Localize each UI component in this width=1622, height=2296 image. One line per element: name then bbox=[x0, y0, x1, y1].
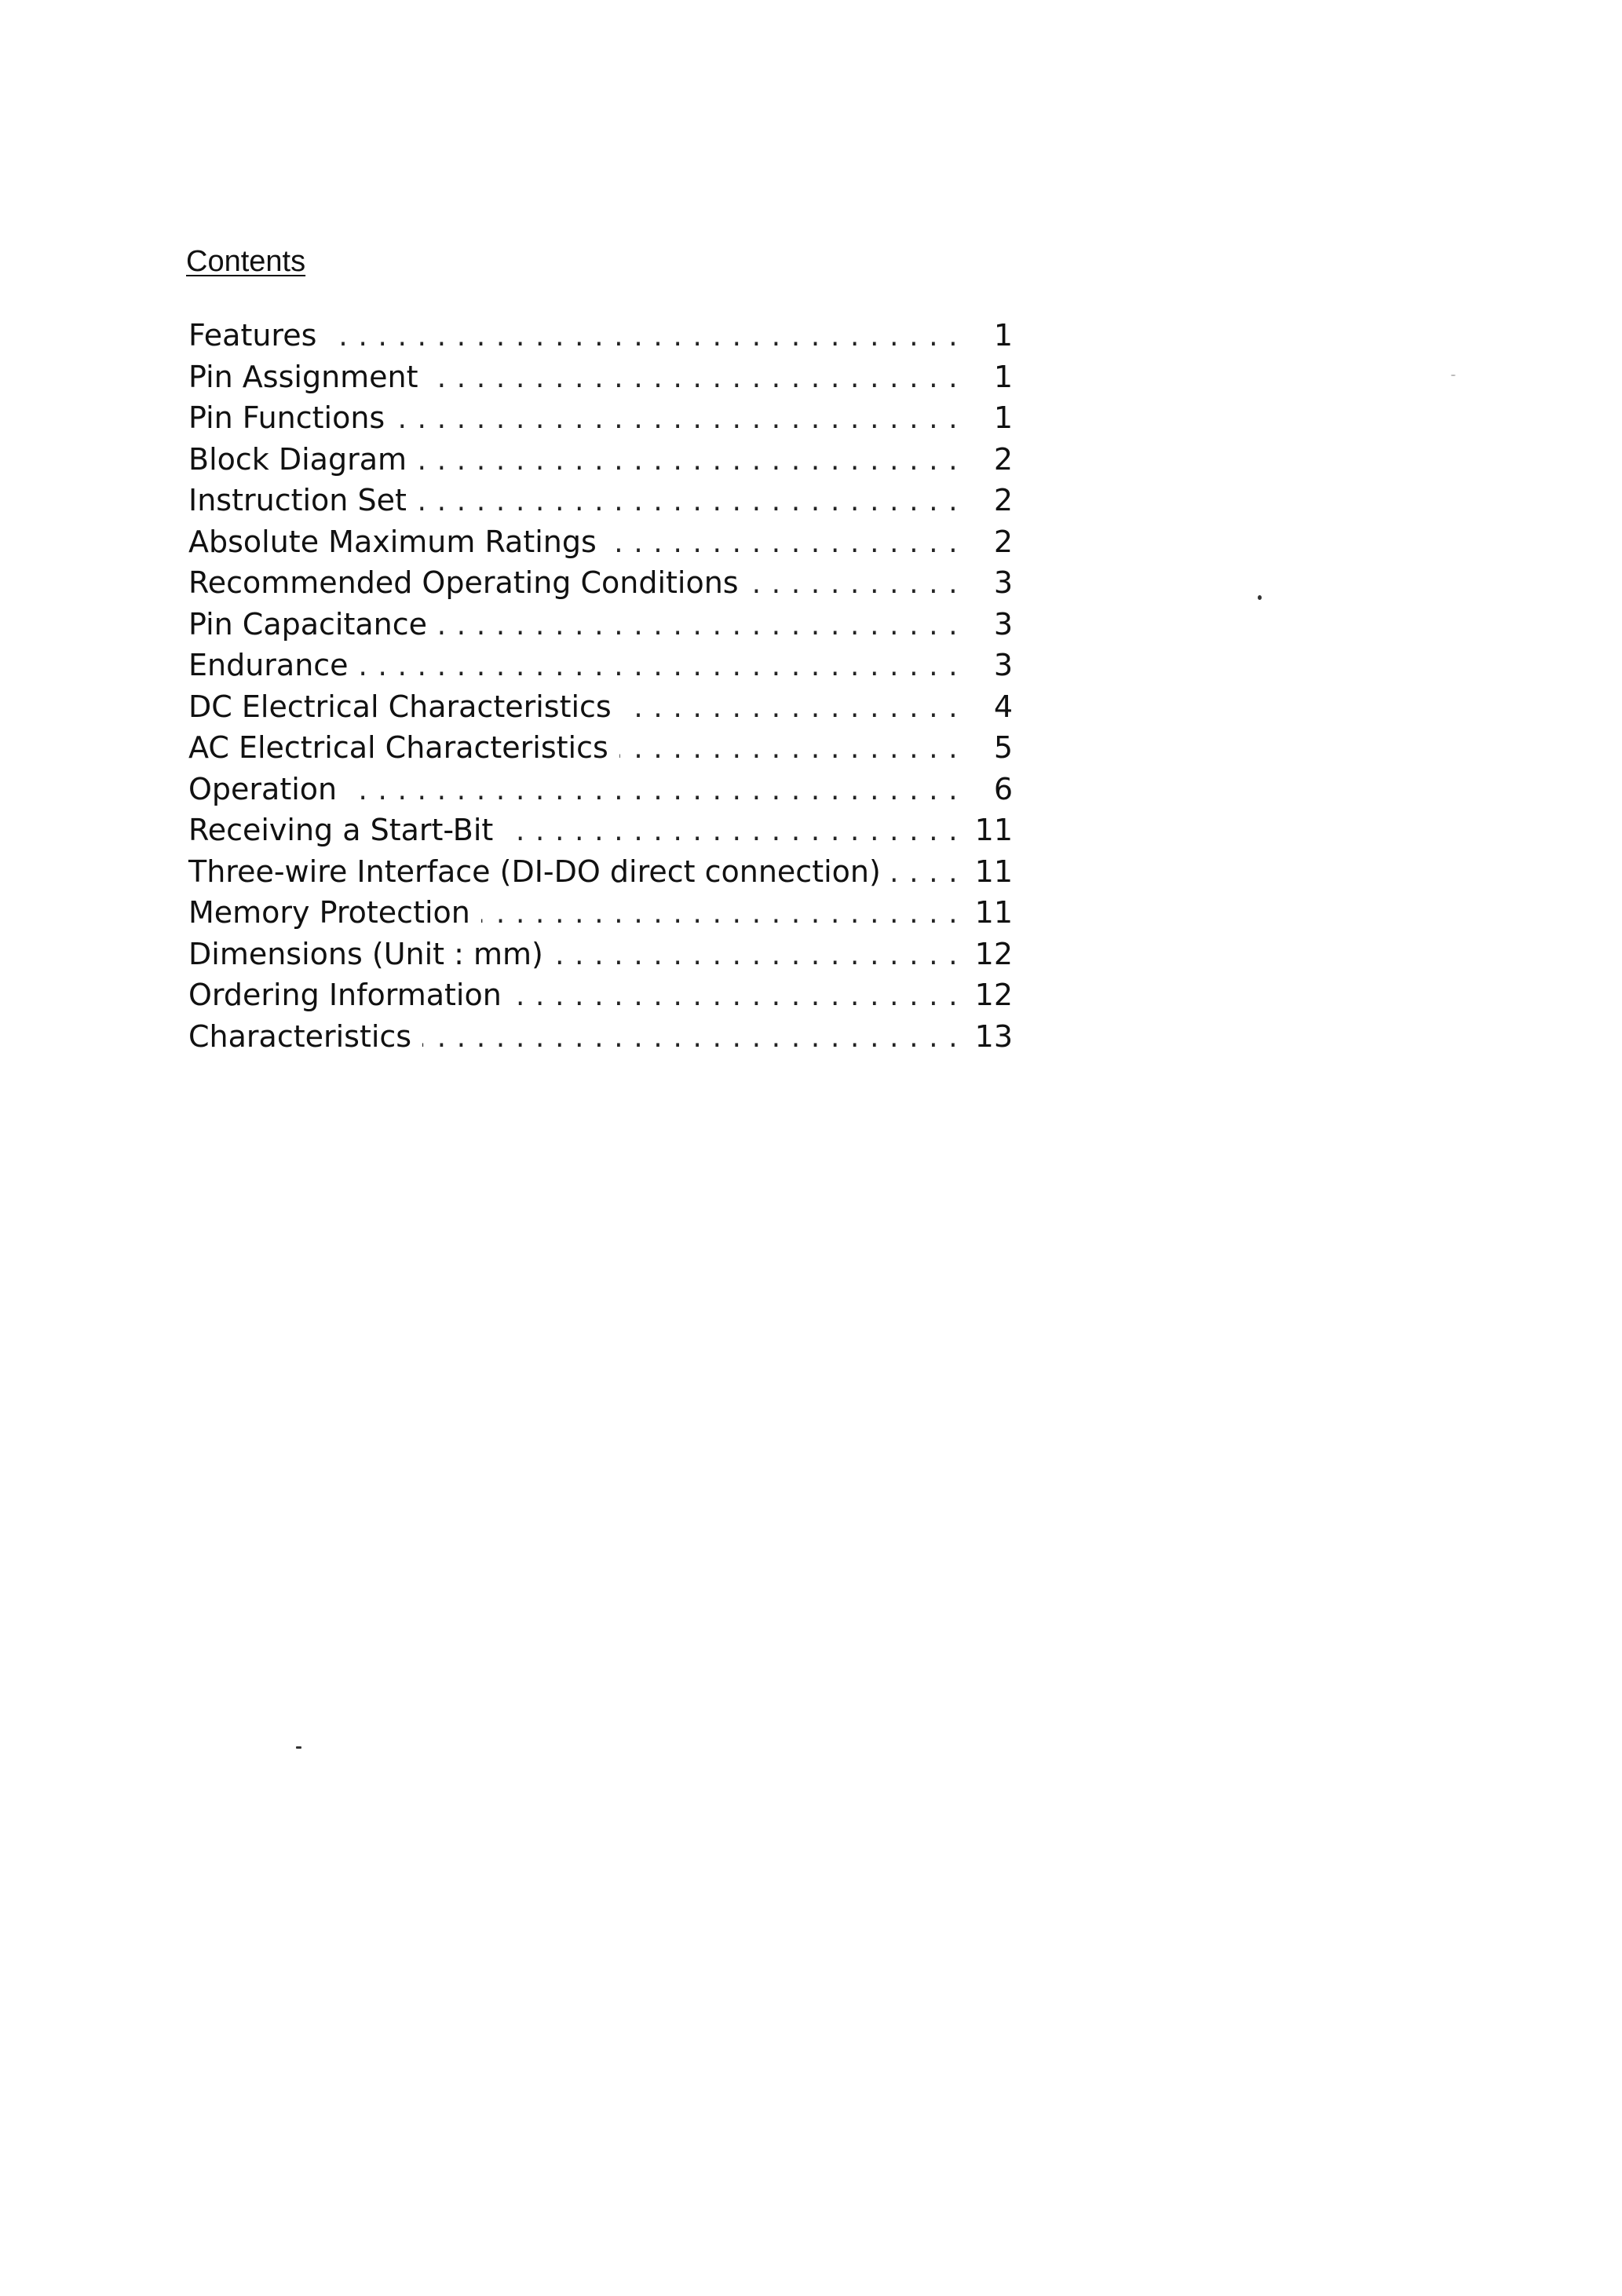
toc-entry-title: Receiving a Start-Bit bbox=[188, 813, 494, 847]
scan-speck bbox=[296, 1746, 301, 1749]
toc-entry bbox=[188, 397, 1013, 439]
toc-entry bbox=[188, 686, 1013, 728]
toc-entry bbox=[188, 769, 1013, 810]
dot-leader bbox=[360, 648, 966, 689]
toc-entry-page: 2 bbox=[993, 524, 1013, 559]
toc-entry bbox=[188, 562, 1013, 604]
toc-entry-title: Pin Functions bbox=[188, 400, 385, 435]
toc-entry bbox=[188, 356, 1013, 398]
toc-entry bbox=[188, 1016, 1013, 1058]
contents-heading: Contents bbox=[186, 245, 306, 278]
toc-entry-title: Pin Assignment bbox=[188, 359, 418, 394]
dot-leader bbox=[429, 360, 966, 400]
dot-leader bbox=[418, 442, 966, 483]
toc-entry bbox=[188, 727, 1013, 769]
dot-leader bbox=[348, 772, 966, 813]
toc-entry-page: 5 bbox=[993, 730, 1013, 765]
toc-entry-title: Dimensions (Unit : mm) bbox=[188, 936, 543, 971]
toc-entry-title: Characteristics bbox=[188, 1018, 412, 1054]
toc-entry-title: Endurance bbox=[188, 648, 349, 682]
toc-entry bbox=[188, 851, 1013, 893]
toc-entry-title: Three-wire Interface (DI-DO direct connection) bbox=[188, 854, 881, 889]
dot-leader bbox=[892, 854, 966, 895]
toc-entry-page: 12 bbox=[974, 936, 1013, 971]
toc-entry-page: 3 bbox=[993, 565, 1013, 600]
dot-leader bbox=[554, 937, 966, 978]
toc-entry-page: 2 bbox=[993, 483, 1013, 517]
scan-speck bbox=[1258, 595, 1262, 600]
toc-entry-title: Instruction Set bbox=[188, 483, 407, 517]
toc-entry-title: Ordering Information bbox=[188, 978, 502, 1012]
toc-entry-page: 11 bbox=[974, 895, 1013, 930]
dot-leader bbox=[396, 400, 966, 441]
toc-entry bbox=[188, 480, 1013, 521]
toc-entry bbox=[188, 645, 1013, 686]
toc-entry-title: Block Diagram bbox=[188, 441, 407, 477]
dot-leader bbox=[750, 565, 966, 606]
toc-entry-page: 4 bbox=[993, 689, 1013, 724]
toc-entry-page: 1 bbox=[993, 318, 1013, 353]
dot-leader bbox=[504, 813, 966, 854]
scan-speck bbox=[1451, 375, 1456, 376]
toc-entry bbox=[188, 934, 1013, 975]
toc-entry-title: Features bbox=[188, 318, 317, 353]
toc-entry-page: 3 bbox=[993, 606, 1013, 642]
dot-leader bbox=[422, 1019, 966, 1060]
dot-leader bbox=[623, 689, 966, 730]
toc-entry-title: Recommended Operating Conditions bbox=[188, 565, 739, 600]
toc-entry bbox=[188, 315, 1013, 356]
toc-entry-page: 1 bbox=[993, 359, 1013, 394]
toc-entry-page: 2 bbox=[993, 441, 1013, 477]
toc-entry bbox=[188, 810, 1013, 851]
toc-entry-page: 11 bbox=[974, 854, 1013, 889]
toc-entry-page: 3 bbox=[993, 648, 1013, 682]
dot-leader bbox=[327, 318, 966, 359]
toc-entry bbox=[188, 521, 1013, 563]
toc-entry-page: 13 bbox=[974, 1018, 1013, 1054]
dot-leader bbox=[438, 607, 966, 648]
toc-entry bbox=[188, 439, 1013, 481]
toc-entry-title: Absolute Maximum Ratings bbox=[188, 524, 597, 559]
toc-entry-page: 12 bbox=[974, 978, 1013, 1012]
dot-leader bbox=[513, 978, 966, 1018]
table-of-contents bbox=[188, 315, 1013, 1057]
toc-entry-title: AC Electrical Characteristics bbox=[188, 730, 608, 765]
toc-entry-title: DC Electrical Characteristics bbox=[188, 689, 612, 724]
toc-entry-title: Pin Capacitance bbox=[188, 606, 428, 642]
toc-entry-page: 6 bbox=[993, 771, 1013, 806]
dot-leader bbox=[418, 483, 966, 524]
dot-leader bbox=[608, 525, 966, 565]
toc-entry bbox=[188, 892, 1013, 934]
toc-entry-page: 11 bbox=[974, 813, 1013, 847]
dot-leader bbox=[619, 730, 966, 771]
toc-entry-title: Memory Protection bbox=[188, 895, 470, 930]
toc-entry bbox=[188, 604, 1013, 645]
toc-entry bbox=[188, 974, 1013, 1016]
dot-leader bbox=[481, 895, 966, 936]
toc-entry-page: 1 bbox=[993, 400, 1013, 435]
toc-entry-title: Operation bbox=[188, 771, 338, 806]
